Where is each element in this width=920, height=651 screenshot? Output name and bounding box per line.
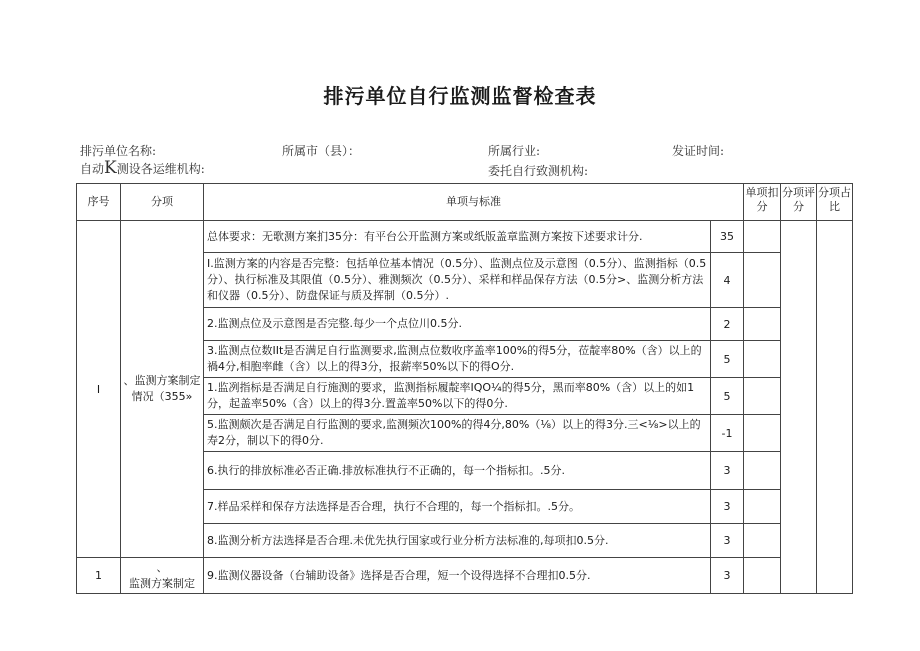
item-text: 8.监测分析方法选择是否合理.未优先执行国家或行业分析方法标准的,每项扣0.5分. (204, 524, 711, 558)
item-text: 总体要求：无歌测方案扪35分：有平台公开监测方案或纸版盖章监测方案按下述要求计分. (204, 221, 711, 253)
group2-category-text: 监测方案制定 (129, 576, 195, 590)
entrusted-org-label: 委托自行致测机构: (488, 164, 589, 178)
unit-name-label: 排污单位名称: (80, 144, 157, 158)
item-text: Ⅰ.监测方案的内容是否完整：包括单位基本情况（0.5分）、监测点位及示意图（0.5分）、监测指标（0.5分）、执行标准及其限值（0.5分）、雅测频次（0.5分）、采样和样品保存方法（0.5分>、监测分析方法和仪器（0.5分）、防盘保证与质及挥制（0.5分）. (204, 253, 711, 308)
item-deduct: 4 (711, 253, 744, 308)
item-score-cell (744, 308, 781, 341)
item-text: 7.样品采样和保存方法选择是否合理，执行不合理的，每一个指标扣。.5分。 (204, 490, 711, 524)
score-column-cell (781, 221, 817, 594)
item-deduct: 3 (711, 524, 744, 558)
auto-monitor-prefix: 自动 (80, 162, 105, 176)
item-deduct: 3 (711, 558, 744, 594)
item-deduct: -1 (711, 415, 744, 452)
item-deduct: 3 (711, 490, 744, 524)
item-deduct: 35 (711, 221, 744, 253)
ratio-column-cell (817, 221, 853, 594)
item-deduct: 5 (711, 378, 744, 415)
auto-monitor-k: K (104, 158, 117, 178)
group1-category: 、监测方案制定情况（355» (121, 221, 204, 558)
industry-label: 所属行业: (488, 144, 541, 158)
table-row (77, 558, 853, 594)
item-score-cell (744, 341, 781, 378)
item-deduct: 5 (711, 341, 744, 378)
item-score-cell (744, 415, 781, 452)
item-deduct: 3 (711, 452, 744, 490)
item-text: 5.监测颇次是否满足自行监测的要求,监测频次100%的得4分,80%（⅛）以上的得3分.三<⅛>以上的寿2分，制以下的得0分. (204, 415, 711, 452)
item-score-cell (744, 558, 781, 594)
item-text: 3.监测点位数IIt是否满足自行监测要求,监测点位数收序盖率100%的得5分，莅靛率80%（含）以上的禍4分,相胞率雌（含）以上的得3分，报薪率50%以下的得O分. (204, 341, 711, 378)
header-row (77, 184, 853, 221)
city-label: 所属市（县）： (282, 144, 361, 158)
header-seq: 序号 (77, 184, 121, 221)
table-row (77, 221, 853, 253)
group2-category (121, 558, 204, 594)
auto-monitor-label (80, 158, 205, 178)
item-text: 9.监测仪器设备（台辅助设备》选择是否合理，短一个设得选择不合理扣0.5分. (204, 558, 711, 594)
item-text: 6.执行的排放标准必否正确.排放标准执行不正确的，每一个指标扣。.5分. (204, 452, 711, 490)
item-score-cell (744, 452, 781, 490)
header-deduct: 单项扣分 (744, 184, 781, 221)
header-standard: 单项与标准 (204, 184, 744, 221)
item-score-cell (744, 490, 781, 524)
item-score-cell (744, 378, 781, 415)
issue-time-label: 发证时间: (672, 144, 725, 158)
item-score-cell (744, 524, 781, 558)
group2-seq: 1 (77, 558, 121, 594)
item-score-cell (744, 221, 781, 253)
item-text: 1.监冽指标是否满足自行施测的要求，监测指标履靛率IQO¼的得5分，黑而率80%（含）以上的如1分，起盖率50%（含）以上的得3分.置盖率50%以下的得0分. (204, 378, 711, 415)
auto-monitor-suffix: 测设各运维机构: (116, 162, 205, 176)
item-deduct: 2 (711, 308, 744, 341)
header-ratio: 分项占比 (817, 184, 853, 221)
inspection-table (76, 183, 853, 594)
page-title: 排污单位自行监测监督检查表 (323, 84, 597, 108)
group2-category-mark: 、 (156, 560, 168, 574)
item-score-cell (744, 253, 781, 308)
header-score: 分项评分 (781, 184, 817, 221)
item-text: 2.监测点位及示意图是否完整.每少一个点位川0.5分. (204, 308, 711, 341)
header-category: 分项 (121, 184, 204, 221)
group1-seq: I (77, 221, 121, 558)
